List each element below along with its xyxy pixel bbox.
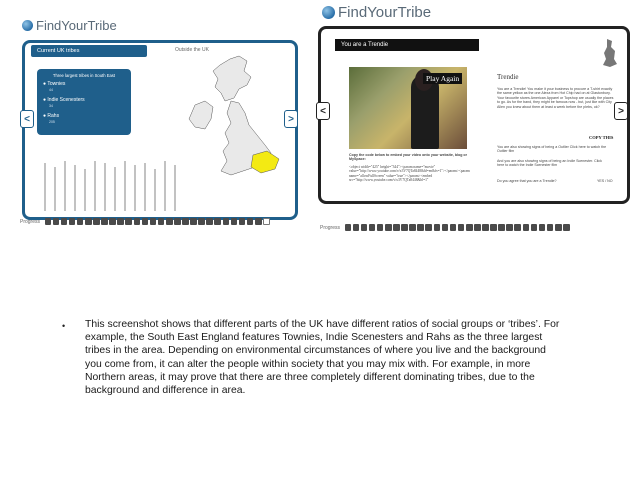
uk-mini-map-icon	[599, 37, 619, 69]
progress-step-done	[239, 218, 246, 225]
right-screenshot	[316, 2, 634, 242]
tribe-count: 44	[49, 88, 53, 92]
scotland-region	[213, 56, 251, 101]
map-frame	[22, 40, 298, 220]
progress-step-done	[547, 224, 554, 231]
right-progress-bar	[320, 224, 570, 231]
play-again-label: Play Again	[426, 74, 460, 83]
progress-step-done	[69, 218, 76, 225]
prev-arrow: <	[24, 113, 30, 125]
left-logo[interactable]	[22, 18, 117, 33]
progress-step-done	[393, 224, 400, 231]
bullet-marker: •	[62, 321, 66, 331]
tribe-count: 205	[49, 120, 55, 124]
prev-arrow: <	[320, 105, 326, 117]
progress-step-done	[401, 224, 408, 231]
logo-text: FindYourTribe	[338, 4, 432, 21]
video-player[interactable]	[349, 67, 467, 149]
region-label-columns	[45, 161, 175, 211]
progress-step-done	[223, 218, 230, 225]
right-next-button[interactable]	[614, 102, 628, 120]
embed-code[interactable]: <object width="425" height="344"><param name="movie" value="http://www.youtube.com/v/x3V7QTa8448&hl=en&fs=1"></param><param name="allowFullScreen" value="true"></param><embed src="http://www.youtube.com/v/x3V7QTa8448&hl=1"	[349, 165, 470, 183]
progress-step-done	[125, 218, 132, 225]
progress-step-done	[134, 218, 141, 225]
progress-step-done	[93, 218, 100, 225]
south-east-highlight	[251, 151, 279, 173]
tribe-description: You are a Trendie! You make it your business to procure a T-shirt exactly the same yellow as the one Alexa from Hot Chip had on at Glastonbury. Your favourite stores American Apparel or Topshop are usually the places to go. As for the band, they might be famous now - but, just like with City Allen you knew about them at least a week before the plebs, ok?	[497, 87, 614, 109]
progress-step-done	[206, 218, 213, 225]
progress-step-done	[482, 224, 489, 231]
progress-step-done	[474, 224, 481, 231]
progress-step-done	[182, 218, 189, 225]
left-next-button[interactable]	[284, 110, 298, 128]
progress-step-done	[450, 224, 457, 231]
play-again-button[interactable]	[423, 73, 462, 84]
progress-step-done	[117, 218, 124, 225]
progress-step-done	[247, 218, 254, 225]
progress-step-done	[158, 218, 165, 225]
bullet-text: This screenshot shows that different parts of the UK have different ratios of social groups or ‘tribes’. For example, the South East England features Townies, Indie Scenesters and Rahs as the three largest tribes in the area. Depending on environmental circumstances of where you live and the background you come from, it can alter the people within society that you may mix with. For example, in more Northern areas, it may prove that there are three completely different dominating tribes, due to the background and difference in area.	[85, 319, 560, 397]
progress-step-done	[190, 218, 197, 225]
result-frame	[318, 26, 630, 204]
tribe-count: 34	[49, 104, 53, 108]
result-banner	[335, 39, 479, 51]
progress-step-done	[53, 218, 60, 225]
right-logo[interactable]	[322, 4, 431, 21]
copy-this-label: COPY THIS	[589, 135, 614, 140]
embed-heading: Copy the code below to embed your video onto your website, blog or MySpace:	[349, 153, 468, 162]
progress-step-done	[231, 218, 238, 225]
progress-step-done	[369, 224, 376, 231]
progress-step-done	[255, 218, 262, 225]
progress-step-done	[506, 224, 513, 231]
progress-step-done	[61, 218, 68, 225]
progress-step-done	[498, 224, 505, 231]
progress-step-done	[409, 224, 416, 231]
progress-step-done	[563, 224, 570, 231]
tribe-globe-icon	[22, 20, 33, 31]
next-arrow: >	[288, 113, 294, 125]
progress-step-done	[417, 224, 424, 231]
tribe-globe-icon	[322, 6, 335, 19]
agree-question: Do you agree that you are a Trendie?	[497, 179, 557, 183]
progress-label: Progress	[20, 218, 41, 225]
progress-step-done	[174, 218, 181, 225]
progress-step-done	[45, 218, 52, 225]
progress-step-done	[101, 218, 108, 225]
tribe-title: Trendie	[497, 73, 519, 81]
tab-label: Current UK tribes	[37, 48, 80, 54]
banner-text: You are a Trendie	[341, 42, 389, 48]
progress-step-done	[458, 224, 465, 231]
progress-step-done	[531, 224, 538, 231]
progress-step-done	[385, 224, 392, 231]
next-arrow: >	[618, 105, 624, 117]
left-prev-button[interactable]	[20, 110, 34, 128]
progress-step-done	[214, 218, 221, 225]
progress-step-done	[150, 218, 157, 225]
left-progress-bar	[20, 218, 270, 225]
progress-step-pending	[263, 218, 270, 225]
left-screenshot	[18, 14, 308, 232]
progress-step-done	[514, 224, 521, 231]
ireland-region	[189, 101, 213, 129]
outlier-link[interactable]: You are also showing signs of being a Outlier Click here to watch the Outlier film	[497, 145, 607, 154]
progress-step-done	[425, 224, 432, 231]
progress-step-done	[198, 218, 205, 225]
tribe-name: ● Townies	[43, 81, 66, 87]
progress-step-done	[353, 224, 360, 231]
progress-step-done	[434, 224, 441, 231]
tribe-name: ● Rahs	[43, 113, 60, 119]
outside-uk-label: Outside the UK	[175, 47, 209, 53]
progress-step-done	[77, 218, 84, 225]
agree-options[interactable]: YES / NO	[597, 179, 613, 183]
tribe-name: ● Indie Scenesters	[43, 97, 85, 103]
progress-label: Progress	[320, 224, 341, 231]
progress-step-done	[345, 224, 352, 231]
copy-this-button[interactable]	[589, 135, 613, 140]
indie-link[interactable]: And you are also showing signs of being an Indie Scenester. Click here to watch the Indie Scenester film	[497, 159, 602, 168]
progress-step-done	[442, 224, 449, 231]
right-prev-button[interactable]	[316, 102, 330, 120]
progress-step-done	[539, 224, 546, 231]
logo-text: FindYourTribe	[36, 18, 117, 33]
panel-title: Three largest tribes in South East	[52, 73, 116, 78]
progress-step-done	[523, 224, 530, 231]
uk-map	[25, 43, 295, 217]
progress-step-done	[490, 224, 497, 231]
progress-step-done	[466, 224, 473, 231]
progress-step-done	[85, 218, 92, 225]
progress-step-done	[377, 224, 384, 231]
progress-step-done	[166, 218, 173, 225]
progress-step-done	[142, 218, 149, 225]
progress-step-done	[361, 224, 368, 231]
progress-step-done	[555, 224, 562, 231]
progress-step-done	[109, 218, 116, 225]
